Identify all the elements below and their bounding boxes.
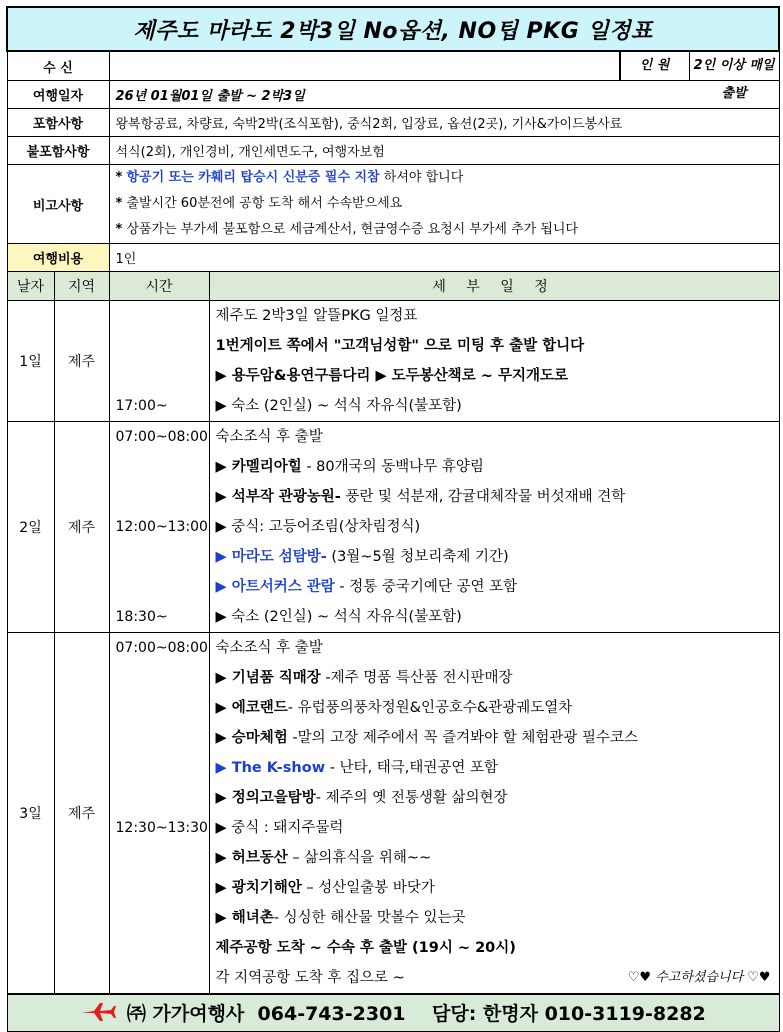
day-label: 3일 xyxy=(7,633,54,995)
schedule-line xyxy=(210,301,779,331)
footer-company: ㈜ 가가여행사 xyxy=(126,1002,245,1025)
time-slot xyxy=(110,301,209,331)
note-line xyxy=(116,217,773,243)
time-slot xyxy=(110,482,209,512)
schedule-line xyxy=(210,663,779,693)
schedule-place: ▶ 석부작 관광농원- xyxy=(215,489,341,505)
time-slot: 07:00~08:00 xyxy=(115,429,208,445)
note-text: 하셔야 합니다 xyxy=(379,170,464,185)
schedule-text: 제주도 2박3일 알뜰PKG 일정표 xyxy=(215,308,418,324)
time-slot xyxy=(110,723,209,753)
itinerary-table xyxy=(6,6,780,1032)
schedule-line xyxy=(210,933,779,963)
schedule-line xyxy=(210,602,779,632)
time-slot: 07:00~08:00 xyxy=(115,640,208,656)
schedule-place: ▶ 정의고을탐방 xyxy=(215,790,316,806)
region-label: 제주 xyxy=(54,633,109,995)
note-bullet: * xyxy=(115,170,123,185)
time-slot xyxy=(110,572,209,602)
day-row xyxy=(7,422,779,633)
time-slot: 12:30~13:30 xyxy=(115,820,208,836)
schedule-line xyxy=(210,753,779,783)
schedule-place: ▶ 아트서커스 관람 xyxy=(215,579,335,595)
note-text: 상품가는 부가세 불포함으로 세금계산서, 현금영수증 요청시 부가세 추가 됩니다 xyxy=(122,222,579,237)
schedule-line xyxy=(210,873,779,903)
closing-message: ♡♥ 수고하셨습니다 ♡♥ xyxy=(627,970,771,985)
travel-date-value: 26년 01월01일 출발 ~ 2박3일 xyxy=(109,81,779,109)
footer xyxy=(7,994,779,1032)
time-slot: 12:00~13:00 xyxy=(115,519,208,535)
schedule-desc: - 80개국의 동백나무 휴양림 xyxy=(301,459,484,475)
schedule-text: ▶ 중식 : 돼지주물럭 xyxy=(215,820,344,836)
excluded-value: 석식(2회), 개인경비, 개인세면도구, 여행자보험 xyxy=(109,137,779,165)
schedule-body xyxy=(7,301,779,995)
schedule-place: ▶ 기념품 직매장 xyxy=(215,670,321,686)
itinerary-document xyxy=(6,6,778,1026)
time-slot xyxy=(110,693,209,723)
schedule-place: ▶ 해녀촌 xyxy=(215,910,274,926)
day-label: 2일 xyxy=(7,422,54,633)
time-slot xyxy=(110,903,209,933)
schedule-desc: - 싱싱한 해산물 맛볼수 있는곳 xyxy=(273,910,466,926)
airplane-logo-icon xyxy=(80,1001,116,1028)
notes-list xyxy=(109,165,779,244)
included-label: 포함사항 xyxy=(7,109,109,137)
notes-label: 비고사항 xyxy=(7,165,109,244)
time-slot xyxy=(110,452,209,482)
footer-phone: 064-743-2301 xyxy=(257,1002,406,1025)
day-label: 1일 xyxy=(7,301,54,422)
schedule-place: ▶ The K-show xyxy=(215,760,326,776)
schedule-desc: 풍란 및 석분재, 감귤대체작물 버섯재배 견학 xyxy=(340,489,626,505)
included-value: 왕복항공료, 차량료, 숙박2박(조식포함), 중식2회, 입장료, 옵션(2곳), 기사&가이드봉사료 xyxy=(109,109,779,137)
schedule-place: ▶ 허브동산 xyxy=(215,850,288,866)
schedule-text: 각 지역공항 도착 후 집으로 ~ xyxy=(215,970,405,986)
schedule-place: ▶ 승마체험 xyxy=(215,730,288,746)
schedule-desc: – 삶의휴식을 위해~~ xyxy=(287,850,432,866)
time-slot xyxy=(110,963,209,993)
note-text: 출발시간 60분전에 공항 도착 해서 수속받으세요 xyxy=(122,196,403,211)
schedule-line xyxy=(210,693,779,723)
schedule-desc: -말의 고장 제주에서 꼭 즐겨봐야 할 체험관광 필수코스 xyxy=(287,730,638,746)
schedule-line xyxy=(210,572,779,602)
recipient-value xyxy=(109,51,619,81)
schedule-desc: - 유럽풍의풍차정원&인공호수&관광궤도열차 xyxy=(287,700,573,716)
schedule-place: ▶ 마라도 섬탐방- xyxy=(215,549,327,565)
detail-column xyxy=(209,301,779,422)
time-slot: 18:30~ xyxy=(115,609,168,625)
cost-label: 여행비용 xyxy=(7,244,109,272)
schedule-line xyxy=(210,633,779,663)
time-slot xyxy=(110,331,209,361)
note-line xyxy=(116,191,773,217)
schedule-text: ▶ 중식: 고등어조림(상차림정식) xyxy=(215,519,421,535)
time-slot xyxy=(110,753,209,783)
schedule-place: ▶ 에코랜드 xyxy=(215,700,288,716)
time-column xyxy=(109,633,209,995)
schedule-line xyxy=(210,331,779,361)
time-slot xyxy=(110,783,209,813)
people-value: 2인 이상 매일출발 xyxy=(693,58,775,101)
day-header: 날자 xyxy=(7,272,54,301)
schedule-line xyxy=(210,903,779,933)
schedule-line xyxy=(210,963,779,993)
day-row xyxy=(7,301,779,422)
time-column xyxy=(109,422,209,633)
schedule-line xyxy=(210,391,779,421)
note-highlight: 항공기 또는 카훼리 탑승시 신분증 필수 지참 xyxy=(126,170,380,185)
schedule-desc: – 성산일출봉 바닷가 xyxy=(301,880,435,896)
time-slot xyxy=(110,542,209,572)
region-header: 지역 xyxy=(54,272,109,301)
schedule-desc: -제주 명품 특산품 전시판매장 xyxy=(320,670,513,686)
day-row xyxy=(7,633,779,995)
schedule-desc: - 정통 중국기예단 공연 포함 xyxy=(334,579,518,595)
people-cell xyxy=(619,51,779,101)
time-column xyxy=(109,301,209,422)
schedule-line xyxy=(210,723,779,753)
schedule-text: ▶ 숙소 (2인실) ~ 석식 자유식(불포함) xyxy=(215,609,462,625)
detail-column xyxy=(209,422,779,633)
time-slot xyxy=(110,663,209,693)
note-bullet: * xyxy=(115,196,123,211)
schedule-text: ▶ 용두암&용연구름다리 ▶ 도두봉산책로 ~ 무지개도로 xyxy=(215,368,568,384)
schedule-text: 1번게이트 쪽에서 "고객님성함" 으로 미팅 후 출발 합니다 xyxy=(215,338,585,354)
schedule-line xyxy=(210,813,779,843)
schedule-text: 숙소조식 후 출발 xyxy=(215,640,323,656)
detail-header: 세 부 일 정 xyxy=(209,272,779,301)
schedule-desc: - 제주의 옛 전통생활 삶의현장 xyxy=(315,790,508,806)
schedule-line xyxy=(210,452,779,482)
time-header: 시간 xyxy=(109,272,209,301)
schedule-line xyxy=(210,783,779,813)
recipient-label: 수 신 xyxy=(7,51,109,81)
cost-value: 1인 xyxy=(109,244,779,272)
schedule-place: ▶ 카멜리아힐 xyxy=(215,459,302,475)
schedule-desc: - 난타, 태극,태권공연 포함 xyxy=(325,760,499,776)
region-label: 제주 xyxy=(54,422,109,633)
excluded-label: 불포함사항 xyxy=(7,137,109,165)
time-slot xyxy=(110,873,209,903)
page-title: 제주도 마라도 2박3일 No옵션, NO팁 PKG 일정표 xyxy=(7,7,779,51)
schedule-line xyxy=(210,512,779,542)
time-slot xyxy=(110,361,209,391)
schedule-place: ▶ 광치기해안 xyxy=(215,880,302,896)
note-bullet: * xyxy=(115,222,123,237)
note-line xyxy=(116,165,773,191)
schedule-text: ▶ 숙소 (2인실) ~ 석식 자유식(불포함) xyxy=(215,398,462,414)
schedule-text: 제주공항 도착 ~ 수속 후 출발 (19시 ~ 20시) xyxy=(215,940,516,956)
time-slot: 17:00~ xyxy=(115,398,168,414)
footer-contact: 담당: 한명자 010-3119-8282 xyxy=(431,1002,706,1025)
schedule-line xyxy=(210,843,779,873)
schedule-text: 숙소조식 후 출발 xyxy=(215,429,323,445)
time-slot xyxy=(110,843,209,873)
travel-date-label: 여행일자 xyxy=(7,81,109,109)
schedule-desc: (3월~5월 청보리축제 기간) xyxy=(326,549,509,565)
schedule-line xyxy=(210,422,779,452)
schedule-line xyxy=(210,542,779,572)
time-slot xyxy=(110,933,209,963)
region-label: 제주 xyxy=(54,301,109,422)
schedule-line xyxy=(210,361,779,391)
schedule-line xyxy=(210,482,779,512)
detail-column xyxy=(209,633,779,995)
people-label: 인 원 xyxy=(620,52,690,80)
